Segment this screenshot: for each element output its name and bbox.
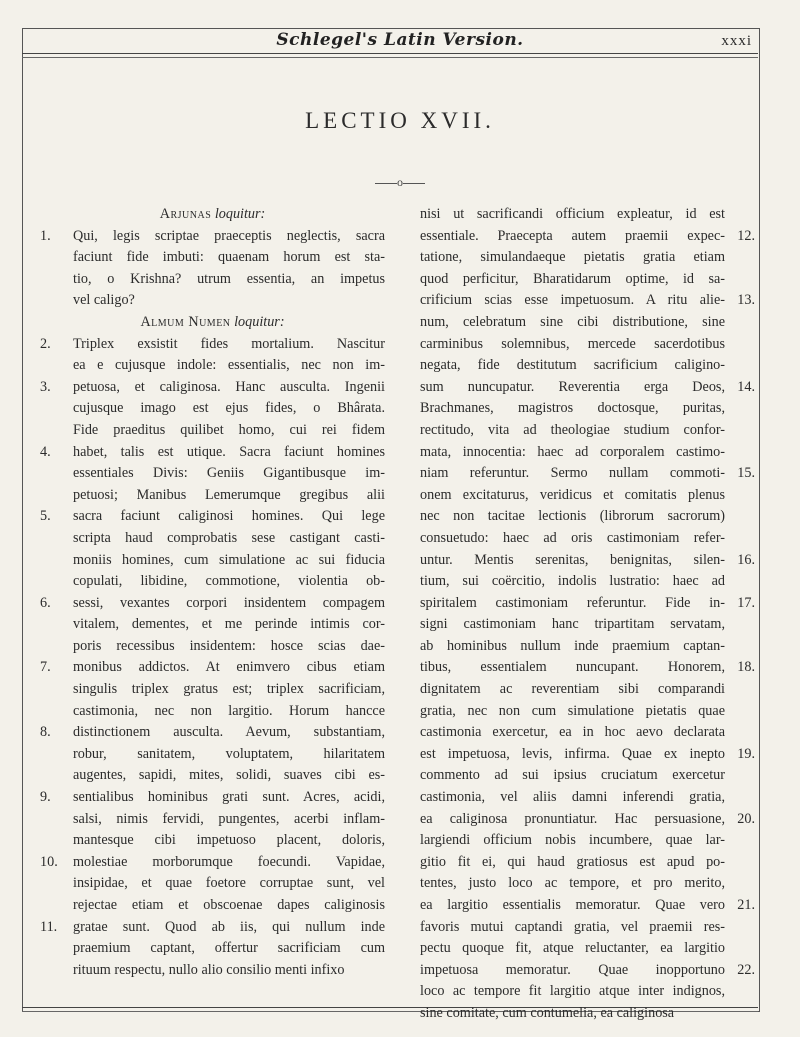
line-text: crificium scias esse impetuosum. A ritu alie- — [420, 292, 725, 309]
line-text: castimonia, nec non largitio. Horum hancce — [73, 702, 385, 719]
line-text: consuetudo: haec ad oris castimoniam refer- — [420, 529, 725, 546]
line-text: tio, o Krishna? utrum essentia, an impetus — [73, 270, 385, 287]
line-text: quod perficitur, Bharatidarum optime, id sa- — [420, 270, 725, 287]
ornament-glyph: o — [397, 175, 403, 189]
text-line — [420, 787, 755, 809]
verse-number: 1. — [40, 227, 51, 244]
text-line — [420, 290, 755, 312]
page-number: xxxi — [721, 33, 752, 49]
text-line — [420, 463, 755, 485]
line-text: carminibus solemnibus, mercede sacerdotibus — [420, 335, 725, 352]
line-text: dignitatem ac reverentiam sibi comparandi — [420, 681, 725, 698]
line-text: distinctionem ausculta. Aevum, substantiam, — [73, 724, 385, 741]
verse-number: 2. — [40, 335, 51, 352]
text-line — [420, 744, 755, 766]
text-line — [420, 960, 755, 982]
line-text: sum nuncupatur. Reverentia erga Deos, — [420, 378, 725, 395]
text-line — [40, 377, 385, 399]
text-line — [40, 593, 385, 615]
verse-number: 22. — [737, 961, 755, 978]
text-line — [420, 420, 755, 442]
line-text: essentiale. Praecepta autem praemii expec- — [420, 227, 725, 244]
line-text: moniis homines, cum simulatione ac sui fiducia — [73, 551, 385, 568]
line-text: onem excitaturus, veridicus et comitatis plenus — [420, 486, 725, 503]
text-line — [40, 571, 385, 593]
speaker-verb: loquitur: — [211, 206, 266, 222]
text-line — [420, 355, 755, 377]
text-line — [420, 852, 755, 874]
line-text: rectitudo, vita ad theologiae studium confor- — [420, 421, 725, 438]
text-line — [40, 917, 385, 939]
text-line — [40, 485, 385, 507]
lectio-title: LECTIO XVII. — [305, 108, 495, 133]
verse-number: 17. — [737, 594, 755, 611]
text-line — [420, 398, 755, 420]
line-text: ea e cujusque indole: essentialis, nec non im- — [73, 357, 385, 374]
text-line — [420, 377, 755, 399]
text-line — [40, 873, 385, 895]
line-text: tatione, simulandaeque pietatis gratia etiam — [420, 249, 725, 266]
verse-number: 4. — [40, 443, 51, 460]
line-text: robur, sanitatem, voluptatem, hilaritatem — [73, 745, 385, 762]
line-text: tentes, justo loco ac tempore, et pro merito, — [420, 875, 725, 892]
line-text: est impetuosa, levis, infirma. Quae ex inepto — [420, 745, 725, 762]
line-text: loco ac tempore fit largitio atque inter indignos, — [420, 983, 725, 1000]
text-line — [40, 506, 385, 528]
line-text: gratae sunt. Quod ab iis, qui nullum inde — [73, 918, 385, 935]
line-text: tibus, essentialem nuncupant. Honorem, — [420, 659, 725, 676]
speaker-heading — [40, 204, 385, 226]
line-text: mantesque cibi impetuoso placent, doloris, — [73, 832, 385, 849]
line-text: ab hominibus nullum inde praemium captan- — [420, 637, 725, 654]
line-text: vel caligo? — [73, 292, 135, 309]
line-text: insipidae, et quae foetore corruptae sunt, vel — [73, 875, 385, 892]
line-text: sessi, vexantes corpori insidentem compagem — [73, 594, 385, 611]
text-line — [40, 852, 385, 874]
text-line — [40, 765, 385, 787]
text-line — [420, 636, 755, 658]
text-line — [40, 550, 385, 572]
speaker-heading — [40, 312, 385, 334]
speaker-name: Almum Numen — [140, 313, 231, 330]
verse-number: 14. — [737, 378, 755, 395]
line-text: untur. Mentis serenitas, benignitas, silen- — [420, 551, 725, 568]
line-text: vitalem, dementes, et me perinde intimis cor- — [73, 616, 385, 633]
text-line — [40, 290, 385, 312]
running-title: Schlegel's Latin Version. — [276, 30, 524, 50]
line-text: petuosa, et caliginosa. Hanc ausculta. Ingenii — [73, 378, 385, 395]
line-text: habet, talis est utique. Sacra faciunt homines — [73, 443, 385, 460]
text-line — [40, 528, 385, 550]
text-line — [420, 809, 755, 831]
text-line — [420, 226, 755, 248]
text-line — [420, 701, 755, 723]
text-line — [40, 809, 385, 831]
text-line — [420, 312, 755, 334]
verse-number: 3. — [40, 378, 51, 395]
text-line — [40, 938, 385, 960]
line-text: rituum respectu, nullo alio consilio menti infixo — [73, 961, 345, 978]
verse-number: 19. — [737, 745, 755, 762]
line-text: pectu quoque fit, atque reluctanter, ea largitio — [420, 940, 725, 957]
text-line — [420, 528, 755, 550]
line-text: spiritalem castimoniam referuntur. Fide in- — [420, 594, 725, 611]
text-line — [420, 765, 755, 787]
line-text: commento ad sui ipsius cruciatum exercetur — [420, 767, 725, 784]
line-text: copulati, libidine, commotione, violentia ob- — [73, 573, 385, 590]
right-column — [420, 204, 755, 1025]
text-line — [420, 679, 755, 701]
line-text: sacra faciunt caliginosi homines. Qui lege — [73, 508, 385, 525]
text-line — [420, 981, 755, 1003]
text-line — [40, 355, 385, 377]
text-line — [40, 895, 385, 917]
line-text: gitio fit ei, qui haud gratiosus est apud po- — [420, 853, 725, 870]
text-line — [420, 550, 755, 572]
line-text: petuosi; Manibus Lemerumque gregibus alii — [73, 486, 385, 503]
text-line — [420, 247, 755, 269]
verse-number: 15. — [737, 465, 755, 482]
line-text: tium, sui coërcitio, indolis lustratio: haec ad — [420, 573, 725, 590]
verse-number: 11. — [40, 918, 58, 935]
verse-number: 20. — [737, 810, 755, 827]
verse-number: 7. — [40, 659, 51, 676]
text-line — [420, 442, 755, 464]
text-line — [420, 917, 755, 939]
line-text: poris recessibus insidentem: hosce scias dae- — [73, 637, 385, 654]
text-line — [40, 787, 385, 809]
text-line — [40, 420, 385, 442]
verse-number: 18. — [737, 659, 755, 676]
line-text: sine comitate, cum contumelia, ea caliginosa — [420, 1004, 675, 1021]
text-line — [40, 722, 385, 744]
verse-number: 8. — [40, 724, 51, 741]
text-line — [40, 701, 385, 723]
line-text: sentialibus hominibus grati sunt. Acres, acidi, — [73, 789, 385, 806]
verse-number: 12. — [737, 227, 755, 244]
line-text: num, celebratum sine cibi distributione, sine — [420, 313, 725, 330]
verse-number: 13. — [737, 292, 755, 309]
verse-number: 5. — [40, 508, 51, 525]
text-line — [420, 593, 755, 615]
text-line — [40, 398, 385, 420]
verse-number: 10. — [40, 853, 58, 870]
text-line — [420, 830, 755, 852]
line-text: salsi, nimis fervidi, pungentes, acerbi inflam- — [73, 810, 385, 827]
line-text: castimonia exercetur, ea in hoc aevo declarata — [420, 724, 725, 741]
line-text: nec non tacitae lectionis (librorum sacrorum) — [420, 508, 725, 525]
line-text: cujusque imago est ejus fides, o Bhârata. — [73, 400, 385, 417]
text-line — [40, 960, 385, 982]
line-text: Brachmanes, magistros doctosque, puritas, — [420, 400, 725, 417]
line-text: nisi ut sacrificandi officium expleatur, id est — [420, 206, 725, 222]
text-line — [40, 334, 385, 356]
text-line — [420, 1003, 755, 1025]
text-line — [40, 226, 385, 248]
speaker-verb: loquitur: — [230, 313, 285, 330]
line-text: essentiales Divis: Geniis Gigantibusque im- — [73, 465, 385, 482]
text-line — [40, 442, 385, 464]
line-text: gratia, nec non cum simulatione pietatis quae — [420, 702, 725, 719]
header-rule-thin — [22, 57, 758, 58]
text-line — [420, 895, 755, 917]
text-line — [420, 269, 755, 291]
verse-number: 21. — [737, 897, 755, 913]
line-text: praemium captant, offertur sacrificiam cum — [73, 940, 385, 957]
line-text: ea largitio essentialis memoratur. Quae vero — [420, 897, 725, 913]
line-text: monibus addictos. At enimvero cibus etiam — [73, 659, 385, 676]
verse-number: 9. — [40, 789, 51, 806]
text-line — [420, 485, 755, 507]
line-text: Fide praeditus quilibet homo, cui rei fidem — [73, 421, 385, 438]
text-line — [40, 269, 385, 291]
text-line — [40, 657, 385, 679]
text-line — [420, 657, 755, 679]
line-text: augentes, sapidi, mites, solidi, suaves cibi es- — [73, 767, 385, 784]
line-text: rejectae etiam et obscoenae dapes caliginosis — [73, 897, 385, 913]
text-line — [420, 938, 755, 960]
speaker-name: Arjunas — [159, 206, 212, 222]
text-line — [420, 506, 755, 528]
text-line — [420, 873, 755, 895]
line-text: negata, fide destitutum sacrificium caligino- — [420, 357, 725, 374]
line-text: faciunt fide imbuti: quaenam horum est sta- — [73, 249, 385, 266]
header-rule — [22, 53, 758, 54]
line-text: impetuosa memoratur. Quae inopportuno — [420, 961, 725, 978]
verse-number: 6. — [40, 594, 51, 611]
text-line — [40, 614, 385, 636]
line-text: mata, innocentia: haec ad corporalem castimo- — [420, 443, 725, 460]
text-line — [40, 744, 385, 766]
line-text: ea caliginosa pronuntiatur. Hac persuasione, — [420, 810, 725, 827]
verse-number: 16. — [737, 551, 755, 568]
text-line — [40, 830, 385, 852]
line-text: signi castimoniam hanc tripartitam servatam, — [420, 616, 725, 633]
text-line — [40, 463, 385, 485]
line-text: Triplex exsistit fides mortalium. Nascitur — [73, 335, 385, 352]
text-line — [420, 334, 755, 356]
line-text: castimonia, vel aliis damni inferendi gratia, — [420, 789, 725, 806]
text-line — [420, 614, 755, 636]
line-text: singulis triplex gratus est; triplex sacrificiam, — [73, 681, 385, 698]
line-text: Qui, legis scriptae praeceptis neglectis, sacra — [73, 227, 385, 244]
text-line — [40, 247, 385, 269]
line-text: favoris mutui captandi gratia, vel praemii res- — [420, 918, 725, 935]
text-line — [420, 722, 755, 744]
left-column — [40, 204, 385, 981]
ornament — [0, 175, 800, 190]
line-text: molestiae morborumque foecundi. Vapidae, — [73, 853, 385, 870]
line-text: scripta haud comprobatis sese castigant casti- — [73, 529, 385, 546]
line-text: niam referuntur. Sermo nullam commoti- — [420, 465, 725, 482]
text-line — [40, 679, 385, 701]
text-line — [420, 204, 755, 226]
text-line — [420, 571, 755, 593]
text-line — [40, 636, 385, 658]
line-text: largiendi officium nobis incumbere, quae lar- — [420, 832, 725, 849]
